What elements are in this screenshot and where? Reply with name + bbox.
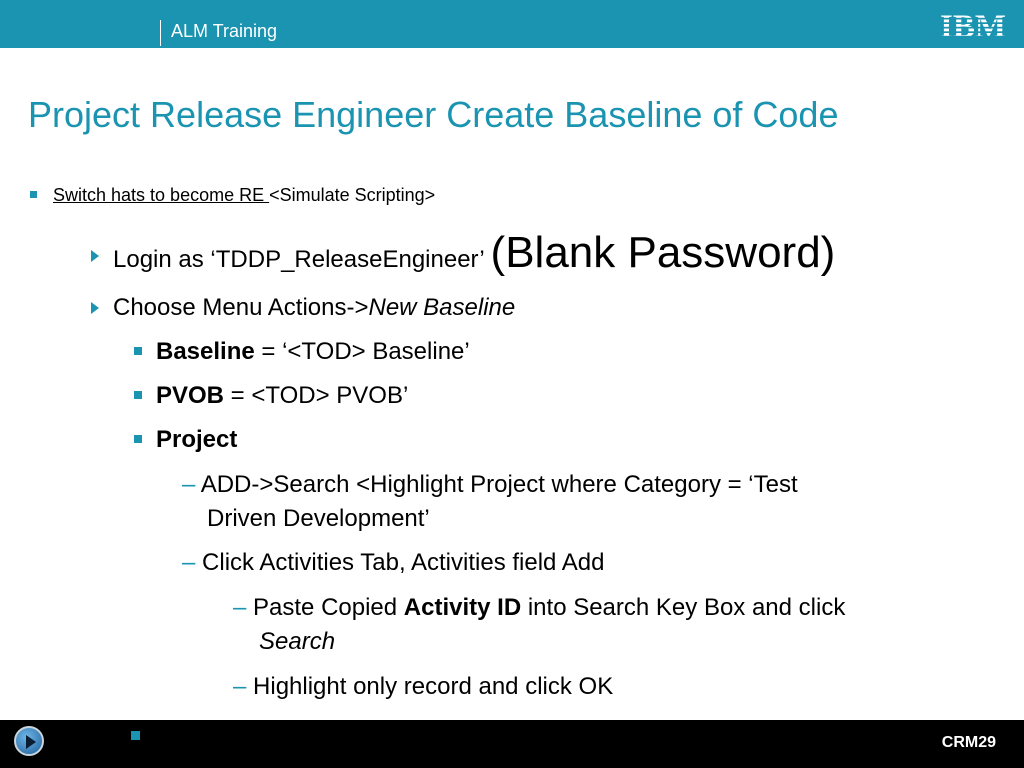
new-baseline-text: New Baseline xyxy=(368,294,516,321)
activities-tab-text: Click Activities Tab, Activities field Add xyxy=(202,549,605,576)
bullet-square xyxy=(134,391,142,399)
bullet-choose-menu xyxy=(113,294,515,322)
activity-id-text: Activity ID xyxy=(403,594,522,621)
login-text: Login as ‘TDDP_ReleaseEngineer’ xyxy=(113,246,484,273)
dash-marker: – xyxy=(182,471,196,498)
bullet-square xyxy=(134,347,142,355)
header-brand: ALM Training xyxy=(171,21,278,41)
project-label: Project xyxy=(156,426,238,453)
bullet-square xyxy=(134,435,142,443)
dash-highlight-record xyxy=(233,670,613,704)
paste-prefix: Paste Copied xyxy=(253,594,404,621)
header-bar xyxy=(0,0,1024,48)
dash-marker: – xyxy=(182,549,196,576)
highlight-text: Highlight only record and click OK xyxy=(253,673,614,700)
footer-square-icon xyxy=(131,731,140,740)
blank-password-text: (Blank Password) xyxy=(490,228,836,277)
bullet-switch-hats xyxy=(53,185,435,206)
pvob-label: PVOB xyxy=(156,382,225,409)
paste-suffix: into Search Key Box and click xyxy=(521,594,846,621)
logo-text: IBM xyxy=(940,9,1006,42)
footer-bar xyxy=(0,720,1024,768)
bullet-arrow xyxy=(91,250,99,262)
add-search-line2: Driven Development’ xyxy=(207,505,430,532)
dash-paste-activity xyxy=(233,591,845,659)
pvob-value: = <TOD> PVOB’ xyxy=(224,382,409,409)
ibm-logo-icon xyxy=(936,6,1010,42)
bullet-pvob xyxy=(156,382,408,410)
dash-add-search xyxy=(182,468,798,536)
bullet-project xyxy=(156,426,237,454)
bullet-baseline xyxy=(156,338,470,366)
dash-activities-tab xyxy=(182,546,604,580)
dash-marker: – xyxy=(233,673,247,700)
bullet-login xyxy=(113,228,835,278)
slide-number: CRM29 xyxy=(941,734,996,751)
simulate-scripting-text: <Simulate Scripting> xyxy=(269,185,436,205)
baseline-label: Baseline xyxy=(156,338,255,365)
slide-title: Project Release Engineer Create Baseline of Code xyxy=(28,94,839,135)
header-separator xyxy=(160,20,161,46)
dash-marker: – xyxy=(233,594,247,621)
search-italic-text: Search xyxy=(259,628,336,655)
bullet-arrow xyxy=(91,302,99,314)
bullet-square xyxy=(30,191,37,198)
add-search-line1: ADD->Search <Highlight Project where Category = ‘Test xyxy=(200,471,798,498)
play-button-icon[interactable] xyxy=(14,726,44,756)
menu-prefix: Choose Menu Actions-> xyxy=(113,294,369,321)
switch-hats-link[interactable]: Switch hats to become RE xyxy=(53,185,270,205)
baseline-value: = ‘<TOD> Baseline’ xyxy=(254,338,470,365)
